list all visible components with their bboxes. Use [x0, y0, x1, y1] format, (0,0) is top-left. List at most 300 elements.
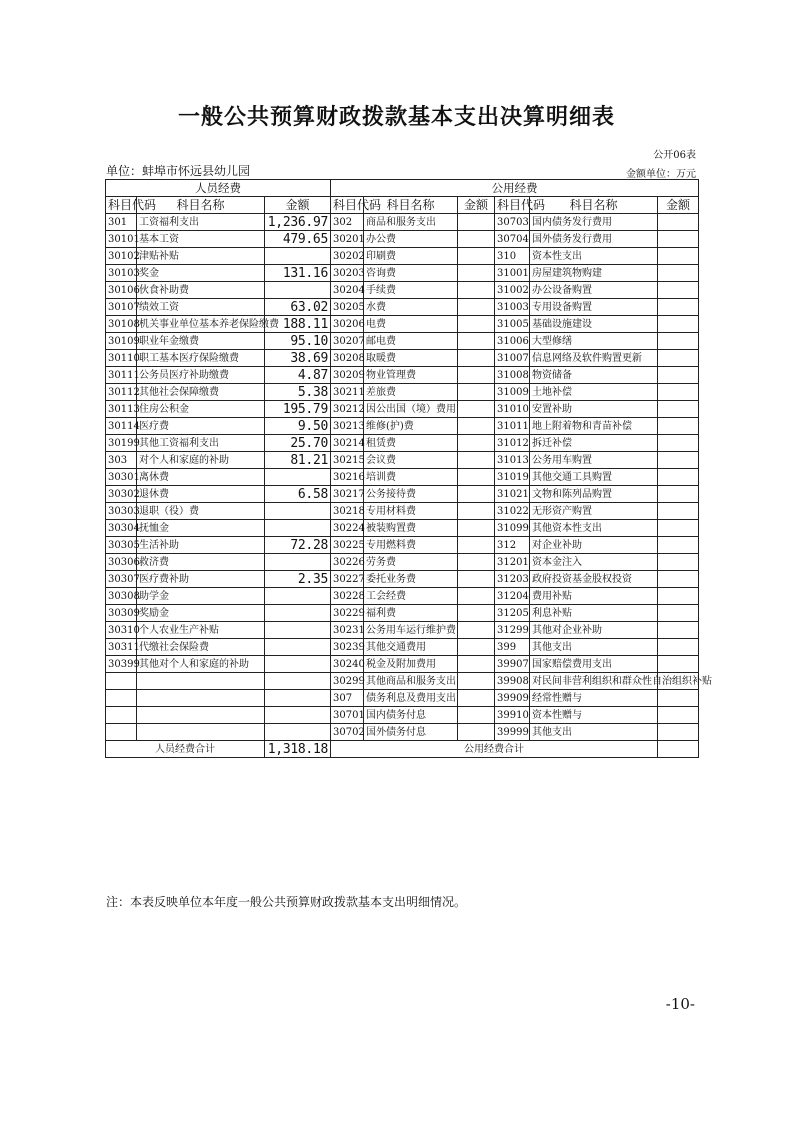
cell-name-3: 其他对企业补助 — [530, 622, 658, 639]
header-amount-3: 金额 — [658, 197, 699, 214]
cell-amount-3 — [658, 656, 699, 673]
cell-name-1: 绩效工资 — [137, 299, 265, 316]
cell-name-1: 离休费 — [137, 469, 265, 486]
cell-name-3: 无形资产购置 — [530, 503, 658, 520]
footnote: 注：本表反映单位本年度一般公共预算财政拨款基本支出明细情况。 — [106, 895, 467, 909]
cell-code-1 — [106, 707, 137, 724]
cell-amount-1 — [265, 622, 331, 639]
cell-code-1: 30199 — [106, 435, 137, 452]
cell-code-3: 31005 — [495, 316, 530, 333]
table-row — [106, 265, 699, 282]
cell-amount-2 — [458, 248, 495, 265]
cell-code-2: 30240 — [331, 656, 364, 673]
cell-code-3: 31002 — [495, 282, 530, 299]
cell-code-1: 30311 — [106, 639, 137, 656]
cell-name-2: 会议费 — [364, 452, 458, 469]
header-code-2: 科目代码 — [331, 197, 364, 214]
cell-name-1: 其他对个人和家庭的补助 — [137, 656, 265, 673]
cell-code-1: 30304 — [106, 520, 137, 537]
cell-amount-2 — [458, 469, 495, 486]
table-row — [106, 367, 699, 384]
table-row — [106, 316, 699, 333]
cell-code-2: 30212 — [331, 401, 364, 418]
cell-amount-1: 72.28 — [265, 537, 331, 554]
cell-amount-3 — [658, 316, 699, 333]
public-total-value — [658, 741, 699, 758]
cell-code-2: 30211 — [331, 384, 364, 401]
cell-name-2: 维修(护)费 — [364, 418, 458, 435]
cell-amount-1: 479.65 — [265, 231, 331, 248]
table-row — [106, 299, 699, 316]
cell-name-1: 个人农业生产补贴 — [137, 622, 265, 639]
table-row — [106, 639, 699, 656]
cell-name-1: 生活补助 — [137, 537, 265, 554]
cell-code-3: 30704 — [495, 231, 530, 248]
cell-code-2: 30205 — [331, 299, 364, 316]
table-row — [106, 452, 699, 469]
cell-amount-1: 4.87 — [265, 367, 331, 384]
table-row — [106, 333, 699, 350]
header-name-2: 科目名称 — [364, 197, 458, 214]
cell-name-1: 公务员医疗补助缴费 — [137, 367, 265, 384]
header-name-1: 科目名称 — [137, 197, 265, 214]
cell-name-3: 其他支出 — [530, 639, 658, 656]
cell-code-3: 39999 — [495, 724, 530, 741]
cell-amount-1: 95.10 — [265, 333, 331, 350]
cell-code-2: 30224 — [331, 520, 364, 537]
table-row — [106, 350, 699, 367]
personnel-total-label: 人员经费合计 — [106, 741, 265, 758]
cell-name-2: 水费 — [364, 299, 458, 316]
cell-amount-3 — [658, 622, 699, 639]
cell-amount-1: 38.69 — [265, 350, 331, 367]
cell-code-1: 30112 — [106, 384, 137, 401]
cell-name-1: 抚恤金 — [137, 520, 265, 537]
cell-code-3: 31012 — [495, 435, 530, 452]
cell-name-2: 咨询费 — [364, 265, 458, 282]
cell-amount-3 — [658, 554, 699, 571]
cell-code-2: 30225 — [331, 537, 364, 554]
cell-name-2: 专用材料费 — [364, 503, 458, 520]
cell-amount-2 — [458, 401, 495, 418]
cell-amount-1: 5.38 — [265, 384, 331, 401]
cell-name-2: 公务接待费 — [364, 486, 458, 503]
cell-amount-1 — [265, 588, 331, 605]
cell-name-1: 工资福利支出 — [137, 214, 265, 231]
cell-name-2: 国内债务付息 — [364, 707, 458, 724]
cell-amount-1: 2.35 — [265, 571, 331, 588]
cell-name-3: 利息补贴 — [530, 605, 658, 622]
cell-amount-3 — [658, 639, 699, 656]
cell-amount-3 — [658, 384, 699, 401]
cell-name-3: 对民间非营利组织和群众性自治组织补贴 — [530, 673, 658, 690]
cell-amount-1 — [265, 690, 331, 707]
cell-amount-3 — [658, 248, 699, 265]
cell-amount-2 — [458, 673, 495, 690]
cell-name-2: 工会经费 — [364, 588, 458, 605]
cell-name-3: 其他资本性支出 — [530, 520, 658, 537]
cell-code-3: 31013 — [495, 452, 530, 469]
cell-amount-2 — [458, 656, 495, 673]
cell-name-1: 退休费 — [137, 486, 265, 503]
cell-code-3: 31003 — [495, 299, 530, 316]
cell-code-1: 30107 — [106, 299, 137, 316]
header-code-3: 科目代码 — [495, 197, 530, 214]
cell-name-1: 对个人和家庭的补助 — [137, 452, 265, 469]
cell-code-2: 302 — [331, 214, 364, 231]
cell-amount-1 — [265, 469, 331, 486]
cell-name-1: 其他社会保障缴费 — [137, 384, 265, 401]
cell-name-2: 手续费 — [364, 282, 458, 299]
cell-name-2: 劳务费 — [364, 554, 458, 571]
cell-name-3: 基础设施建设 — [530, 316, 658, 333]
cell-code-2: 30207 — [331, 333, 364, 350]
cell-amount-3 — [658, 690, 699, 707]
cell-name-1: 基本工资 — [137, 231, 265, 248]
cell-amount-1: 195.79 — [265, 401, 331, 418]
header-amount-2: 金额 — [458, 197, 495, 214]
table-row — [106, 469, 699, 486]
cell-code-2: 30215 — [331, 452, 364, 469]
cell-name-3: 专用设备购置 — [530, 299, 658, 316]
cell-amount-2 — [458, 265, 495, 282]
cell-name-2: 因公出国（境）费用 — [364, 401, 458, 418]
cell-code-2: 30206 — [331, 316, 364, 333]
cell-code-1: 30301 — [106, 469, 137, 486]
cell-amount-2 — [458, 537, 495, 554]
cell-amount-1: 25.70 — [265, 435, 331, 452]
cell-amount-2 — [458, 707, 495, 724]
cell-name-3: 拆迁补偿 — [530, 435, 658, 452]
cell-name-3: 经常性赠与 — [530, 690, 658, 707]
cell-amount-2 — [458, 435, 495, 452]
cell-name-3: 房屋建筑物购建 — [530, 265, 658, 282]
cell-name-2: 其他商品和服务支出 — [364, 673, 458, 690]
cell-code-2: 30202 — [331, 248, 364, 265]
cell-name-2: 委托业务费 — [364, 571, 458, 588]
cell-name-2: 其他交通费用 — [364, 639, 458, 656]
cell-code-3: 39909 — [495, 690, 530, 707]
cell-code-2: 30228 — [331, 588, 364, 605]
cell-name-2: 物业管理费 — [364, 367, 458, 384]
cell-code-1: 30102 — [106, 248, 137, 265]
table-row — [106, 282, 699, 299]
cell-name-1: 奖金 — [137, 265, 265, 282]
cell-name-1: 救济费 — [137, 554, 265, 571]
cell-code-2: 30209 — [331, 367, 364, 384]
table-row — [106, 384, 699, 401]
page-number: -10- — [665, 995, 695, 1013]
cell-amount-2 — [458, 639, 495, 656]
cell-name-3: 办公设备购置 — [530, 282, 658, 299]
cell-name-1: 医疗费补助 — [137, 571, 265, 588]
cell-code-2: 30226 — [331, 554, 364, 571]
cell-code-2: 30702 — [331, 724, 364, 741]
cell-code-1: 30308 — [106, 588, 137, 605]
cell-code-3: 31099 — [495, 520, 530, 537]
cell-name-2: 国外债务付息 — [364, 724, 458, 741]
cell-amount-3 — [658, 367, 699, 384]
cell-amount-3 — [658, 452, 699, 469]
cell-name-2: 福利费 — [364, 605, 458, 622]
cell-name-2: 差旅费 — [364, 384, 458, 401]
column-header-row — [106, 197, 699, 214]
cell-amount-1 — [265, 503, 331, 520]
cell-code-3: 31021 — [495, 486, 530, 503]
table-row — [106, 248, 699, 265]
cell-code-1: 30103 — [106, 265, 137, 282]
cell-amount-1 — [265, 639, 331, 656]
table-row — [106, 486, 699, 503]
cell-code-3: 39907 — [495, 656, 530, 673]
cell-name-2: 税金及附加费用 — [364, 656, 458, 673]
cell-amount-2 — [458, 452, 495, 469]
cell-code-2: 30214 — [331, 435, 364, 452]
cell-code-3: 31001 — [495, 265, 530, 282]
table-row — [106, 231, 699, 248]
cell-name-3: 对企业补助 — [530, 537, 658, 554]
cell-name-1: 津贴补贴 — [137, 248, 265, 265]
cell-amount-3 — [658, 571, 699, 588]
cell-code-2: 30299 — [331, 673, 364, 690]
public-section-header: 公用经费 — [331, 180, 699, 197]
cell-name-1 — [137, 724, 265, 741]
cell-amount-2 — [458, 486, 495, 503]
table-row — [106, 724, 699, 741]
cell-amount-3 — [658, 503, 699, 520]
cell-code-3: 31007 — [495, 350, 530, 367]
cell-code-1: 30303 — [106, 503, 137, 520]
cell-amount-2 — [458, 316, 495, 333]
cell-amount-2 — [458, 299, 495, 316]
cell-amount-2 — [458, 605, 495, 622]
cell-name-2: 取暖费 — [364, 350, 458, 367]
cell-name-3: 大型修缮 — [530, 333, 658, 350]
cell-amount-2 — [458, 520, 495, 537]
cell-code-1 — [106, 724, 137, 741]
cell-amount-1 — [265, 520, 331, 537]
cell-amount-3 — [658, 605, 699, 622]
cell-code-2: 30201 — [331, 231, 364, 248]
cell-amount-2 — [458, 724, 495, 741]
cell-code-3: 31006 — [495, 333, 530, 350]
cell-code-2: 30204 — [331, 282, 364, 299]
cell-name-3: 资本性支出 — [530, 248, 658, 265]
cell-amount-1: 1,236.97 — [265, 214, 331, 231]
cell-amount-1: 131.16 — [265, 265, 331, 282]
cell-name-3: 费用补贴 — [530, 588, 658, 605]
cell-name-3: 物资储备 — [530, 367, 658, 384]
cell-amount-1 — [265, 248, 331, 265]
cell-name-2: 专用燃料费 — [364, 537, 458, 554]
cell-amount-3 — [658, 520, 699, 537]
cell-amount-3 — [658, 588, 699, 605]
cell-name-3: 文物和陈列品购置 — [530, 486, 658, 503]
cell-amount-1 — [265, 724, 331, 741]
cell-amount-2 — [458, 384, 495, 401]
cell-amount-3 — [658, 214, 699, 231]
cell-amount-1 — [265, 707, 331, 724]
cell-code-1: 30305 — [106, 537, 137, 554]
cell-code-3: 31009 — [495, 384, 530, 401]
cell-name-3: 国家赔偿费用支出 — [530, 656, 658, 673]
cell-amount-1: 188.11 — [265, 316, 331, 333]
cell-name-3: 信息网络及软件购置更新 — [530, 350, 658, 367]
table-row — [106, 622, 699, 639]
cell-name-3: 资本金注入 — [530, 554, 658, 571]
cell-name-2: 公务用车运行维护费 — [364, 622, 458, 639]
cell-amount-2 — [458, 231, 495, 248]
cell-code-3: 31299 — [495, 622, 530, 639]
cell-name-2: 邮电费 — [364, 333, 458, 350]
cell-name-1: 住房公积金 — [137, 401, 265, 418]
unit-label: 单位：蚌埠市怀远县幼儿园 — [106, 164, 251, 178]
cell-name-3: 地上附着物和青苗补偿 — [530, 418, 658, 435]
cell-name-1: 机关事业单位基本养老保险缴费 — [137, 316, 265, 333]
cell-code-2: 30229 — [331, 605, 364, 622]
cell-name-1: 代缴社会保险费 — [137, 639, 265, 656]
cell-code-3: 31011 — [495, 418, 530, 435]
cell-code-3: 31008 — [495, 367, 530, 384]
cell-name-3: 政府投资基金股权投资 — [530, 571, 658, 588]
table-row — [106, 554, 699, 571]
cell-name-2: 债务利息及费用支出 — [364, 690, 458, 707]
cell-code-2: 30701 — [331, 707, 364, 724]
cell-code-3: 31204 — [495, 588, 530, 605]
cell-amount-2 — [458, 282, 495, 299]
table-row — [106, 673, 699, 690]
table-row — [106, 418, 699, 435]
cell-code-1: 30114 — [106, 418, 137, 435]
cell-amount-1 — [265, 673, 331, 690]
cell-code-2: 30227 — [331, 571, 364, 588]
cell-amount-3 — [658, 299, 699, 316]
cell-amount-3 — [658, 435, 699, 452]
cell-code-1 — [106, 690, 137, 707]
cell-name-1: 其他工资福利支出 — [137, 435, 265, 452]
cell-code-3: 31203 — [495, 571, 530, 588]
cell-amount-3 — [658, 486, 699, 503]
cell-code-1: 30110 — [106, 350, 137, 367]
cell-code-1 — [106, 673, 137, 690]
cell-amount-3 — [658, 537, 699, 554]
cell-code-3: 31019 — [495, 469, 530, 486]
cell-code-1: 30307 — [106, 571, 137, 588]
cell-name-2: 被装购置费 — [364, 520, 458, 537]
cell-code-1: 30106 — [106, 282, 137, 299]
cell-code-3: 31201 — [495, 554, 530, 571]
cell-amount-2 — [458, 571, 495, 588]
cell-amount-1: 6.58 — [265, 486, 331, 503]
table-row — [106, 605, 699, 622]
cell-name-3: 其他交通工具购置 — [530, 469, 658, 486]
cell-code-1: 30113 — [106, 401, 137, 418]
table-row — [106, 707, 699, 724]
header-name-3: 科目名称 — [530, 197, 658, 214]
table-row — [106, 537, 699, 554]
cell-amount-2 — [458, 350, 495, 367]
cell-name-1 — [137, 707, 265, 724]
cell-name-1: 医疗费 — [137, 418, 265, 435]
header-amount-1: 金额 — [265, 197, 331, 214]
cell-amount-1 — [265, 605, 331, 622]
cell-amount-3 — [658, 418, 699, 435]
cell-name-1: 职业年金缴费 — [137, 333, 265, 350]
currency-unit: 金额单位：万元 — [626, 169, 696, 180]
cell-code-1: 30399 — [106, 656, 137, 673]
cell-amount-3 — [658, 707, 699, 724]
cell-code-2: 30203 — [331, 265, 364, 282]
cell-amount-3 — [658, 265, 699, 282]
cell-code-2: 307 — [331, 690, 364, 707]
cell-code-3: 310 — [495, 248, 530, 265]
header-code-1: 科目代码 — [106, 197, 137, 214]
cell-code-1: 30108 — [106, 316, 137, 333]
table-row — [106, 520, 699, 537]
cell-code-1: 301 — [106, 214, 137, 231]
cell-amount-2 — [458, 333, 495, 350]
cell-name-1: 奖励金 — [137, 605, 265, 622]
cell-name-2: 商品和服务支出 — [364, 214, 458, 231]
personnel-section-header: 人员经费 — [106, 180, 331, 197]
cell-code-1: 30306 — [106, 554, 137, 571]
cell-code-1: 30310 — [106, 622, 137, 639]
cell-amount-1 — [265, 282, 331, 299]
report-title: 一般公共预算财政拨款基本支出决算明细表 — [177, 105, 615, 130]
cell-name-3: 资本性赠与 — [530, 707, 658, 724]
cell-amount-2 — [458, 418, 495, 435]
table-row — [106, 503, 699, 520]
table-row — [106, 690, 699, 707]
cell-code-1: 30101 — [106, 231, 137, 248]
cell-code-1: 30109 — [106, 333, 137, 350]
cell-amount-1: 63.02 — [265, 299, 331, 316]
cell-amount-3 — [658, 401, 699, 418]
table-row — [106, 435, 699, 452]
cell-name-2: 电费 — [364, 316, 458, 333]
cell-amount-2 — [458, 214, 495, 231]
table-row — [106, 656, 699, 673]
cell-code-3: 39908 — [495, 673, 530, 690]
table-row — [106, 214, 699, 231]
cell-amount-2 — [458, 367, 495, 384]
form-number: 公开06表 — [653, 150, 696, 161]
cell-name-2: 办公费 — [364, 231, 458, 248]
cell-code-3: 399 — [495, 639, 530, 656]
cell-code-1: 303 — [106, 452, 137, 469]
cell-name-3: 其他支出 — [530, 724, 658, 741]
cell-name-1: 退职（役）费 — [137, 503, 265, 520]
section-header-row — [106, 180, 699, 197]
cell-name-1 — [137, 673, 265, 690]
cell-code-1: 30302 — [106, 486, 137, 503]
cell-amount-3 — [658, 469, 699, 486]
totals-row — [106, 741, 699, 758]
cell-amount-3 — [658, 333, 699, 350]
cell-amount-1: 9.50 — [265, 418, 331, 435]
cell-amount-2 — [458, 554, 495, 571]
table-row — [106, 401, 699, 418]
cell-code-3: 31010 — [495, 401, 530, 418]
cell-code-2: 30216 — [331, 469, 364, 486]
cell-amount-3 — [658, 724, 699, 741]
personnel-total-value: 1,318.18 — [265, 741, 331, 758]
cell-code-3: 30703 — [495, 214, 530, 231]
cell-name-1: 伙食补助费 — [137, 282, 265, 299]
cell-code-2: 30231 — [331, 622, 364, 639]
cell-amount-2 — [458, 503, 495, 520]
expenditure-detail-table — [105, 179, 712, 758]
